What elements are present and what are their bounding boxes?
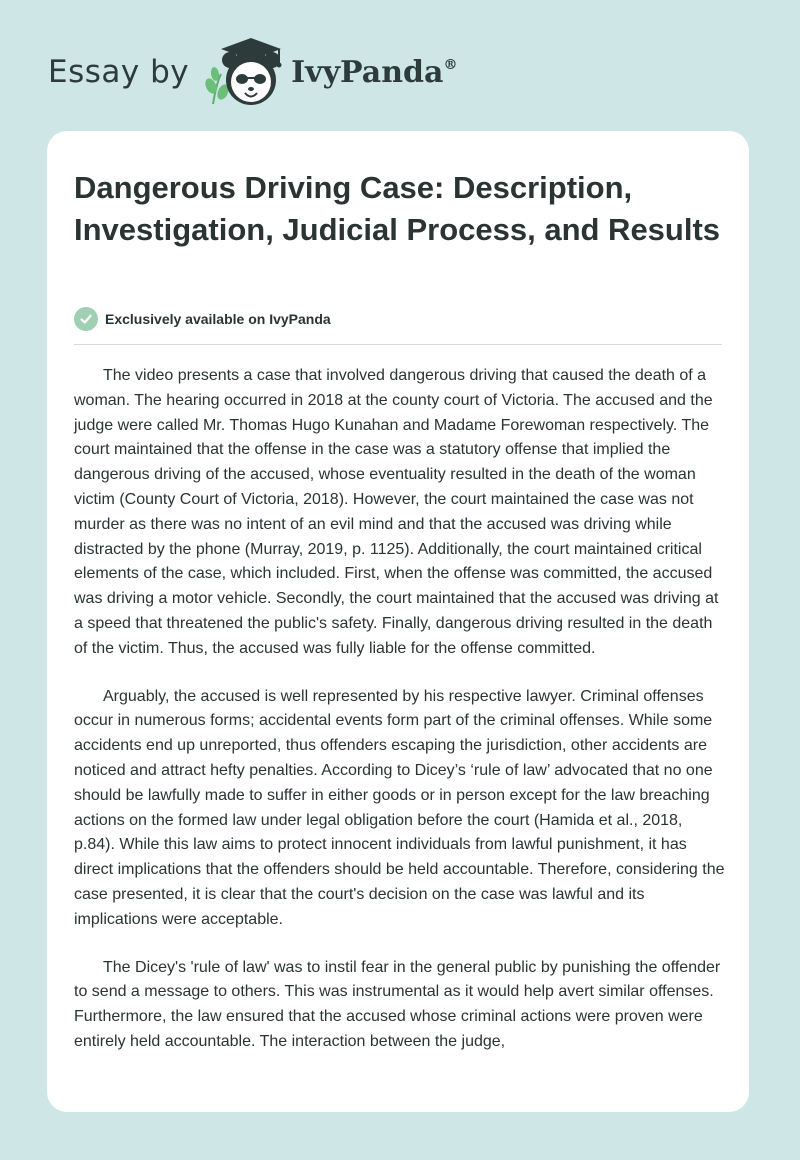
essay-title: Dangerous Driving Case: Description, Investigation, Judicial Process, and Results [74,170,721,247]
essay-by-label: Essay by [48,54,190,90]
panda-graduate-icon[interactable] [199,34,287,110]
paragraph: The video presents a case that involved dangerous driving that caused the death of a woman. The hearing occurred in 2018 at the county court of Victoria. The accused and the judge were called Mr. Thomas Hugo Kunahan and Madame Forewoman respectively. The court maintained that the offense in the case was a statutory offense that implied the dangerous driving of the accused, whose eventuality resulted in the death of the woman victim (County Court of Victoria, 2018). However, the court maintained the case was not murder as there was no intent of an evil mind and that the accused was driving while distracted by the phone (Murray, 2019, p. 1125). Additionally, the court maintained critical elements of the case, which included. First, when the offense was committed, the accused was driving a motor vehicle. Secondly, the court maintained that the accused was driving at a speed that threatened the public's safety. Finally, dangerous driving resulted in the death of the victim. Thus, the accused was fully liable for the offense committed. [74,367,719,657]
exclusive-badge [74,306,331,332]
essay-card [47,131,749,1112]
divider [74,344,722,345]
paragraph: The Dicey's 'rule of law' was to instil fear in the general public by punishing the offender to send a message to others. This was instrumental as it would help avert similar offenses. Furthermore, the law ensured that the accused whose criminal actions were proven were entirely held accountable. The interaction between the judge, [74,958,721,1050]
check-circle-icon [74,307,98,331]
trademark-symbol: ® [443,56,458,73]
brand-name: IvyPanda® [291,54,458,90]
essay-body [74,364,726,1078]
exclusive-badge-text: Exclusively available on IvyPanda [105,311,331,327]
paragraph: Arguably, the accused is well represented by his respective lawyer. Criminal offenses occur in numerous forms; accidental events form part of the criminal offenses. While some accidents end up unreported, thus offenders escaping the jurisdiction, other accidents are noticed and attract hefty penalties. According to Dicey’s ‘rule of law’ advocated that no one should be lawfully made to suffer in either goods or in person except for the law breaching actions on the formed law under legal obligation before the court (Hamida et al., 2018, p.84). While this law aims to protect innocent individuals from lawful punishment, it has direct implications that the offenders should be held accountable. Therefore, considering the case presented, it is clear that the court's decision on the case was lawful and its implications were acceptable. [74,687,725,928]
site-header [48,34,457,110]
